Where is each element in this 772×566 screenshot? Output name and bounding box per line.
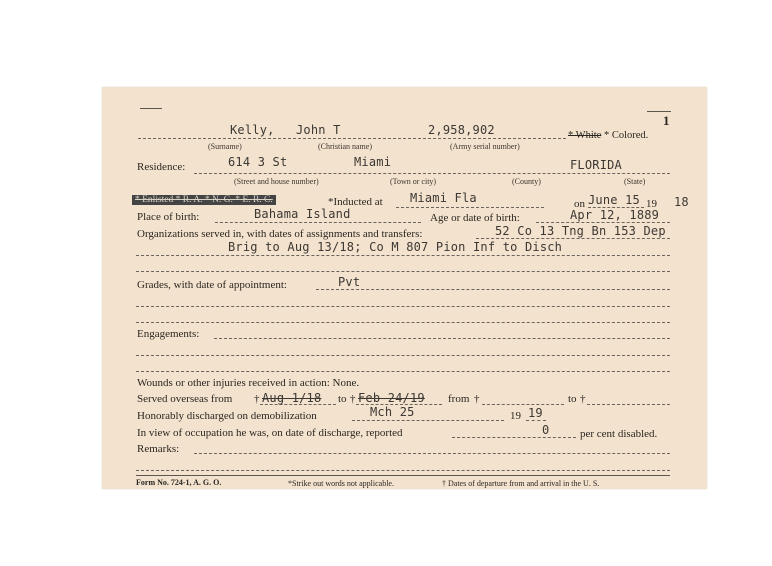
discharge-year-line xyxy=(526,420,546,421)
inducted-on-value: June 15 xyxy=(588,193,640,207)
label-state: (State) xyxy=(624,177,646,186)
christian-name-value: John T xyxy=(296,123,341,137)
form-number: Form No. 724-1, A. G. O. xyxy=(136,478,222,487)
grades-line-3 xyxy=(136,322,670,323)
birthplace-line xyxy=(215,222,421,223)
grades-value: Pvt xyxy=(338,275,361,289)
label-surname: (Surname) xyxy=(208,142,242,151)
label-on: on xyxy=(574,198,585,210)
footnote-strike: *Strike out words not applicable. xyxy=(288,479,394,488)
discharge-date-value: Mch 25 xyxy=(370,405,415,419)
label-from: from xyxy=(448,393,470,405)
state-value: FLORIDA xyxy=(570,158,622,172)
label-county: (County) xyxy=(512,177,541,186)
overseas-to-value: Feb 24/19 xyxy=(358,391,425,405)
engagements-line-1 xyxy=(214,338,670,339)
grades-line-1 xyxy=(316,289,670,290)
dagger-1: † xyxy=(254,393,260,405)
label-town: (Town or city) xyxy=(390,177,437,186)
footer-rule xyxy=(136,475,670,476)
race-options xyxy=(568,130,648,141)
birthplace-value: Bahama Island xyxy=(254,207,351,221)
wounds-statement: Wounds or other injuries received in action: None. xyxy=(137,377,360,389)
corner-mark-right xyxy=(647,111,671,112)
service-record-card xyxy=(102,87,707,489)
label-inducted: *Inducted at xyxy=(328,196,383,208)
label-served-overseas: Served overseas from xyxy=(137,393,233,405)
year-prefix: 19 xyxy=(646,198,657,210)
overseas-to2-line xyxy=(587,404,670,405)
inducted-at-value: Miami Fla xyxy=(410,191,477,205)
discharge-year-value: 19 xyxy=(528,406,543,420)
dagger-3: † xyxy=(474,393,480,405)
residence-line xyxy=(194,173,670,174)
label-engagements: Engagements: xyxy=(137,328,200,340)
engagements-line-2 xyxy=(136,355,670,356)
discharge-line xyxy=(352,420,504,421)
enlisted-options-struck: * Enlisted * R. A. * N. G. * E. R. C. xyxy=(132,195,276,205)
label-serial-number: (Army serial number) xyxy=(450,142,520,151)
label-age: Age or date of birth: xyxy=(430,212,520,224)
orgs-line-3 xyxy=(136,271,670,272)
label-remarks: Remarks: xyxy=(137,443,180,455)
overseas-from2-line xyxy=(482,404,564,405)
disability-value: 0 xyxy=(542,423,550,437)
overseas-from-value: Aug 1/18 xyxy=(262,391,322,405)
label-birthplace: Place of birth: xyxy=(137,211,200,223)
birth-date-value: Apr 12, 1889 xyxy=(570,208,660,222)
remarks-line-2 xyxy=(136,470,670,471)
dagger-2: † xyxy=(350,393,356,405)
inducted-year-value: 18 xyxy=(674,195,689,209)
corner-mark-left xyxy=(140,108,162,109)
race-white-struck: * White xyxy=(568,130,602,141)
footnote-dates: † Dates of departure from and arrival in the U. S. xyxy=(442,479,600,488)
label-occupation: In view of occupation he was, on date of discharge, reported xyxy=(137,427,403,439)
label-street: (Street and house number) xyxy=(234,177,319,186)
label-disabled: per cent disabled. xyxy=(580,428,658,440)
label-discharged: Honorably discharged on demobilization xyxy=(137,410,317,422)
label-to: to xyxy=(338,393,347,405)
orgs-value-1: 52 Co 13 Tng Bn 153 Dep xyxy=(495,224,666,238)
birth-date-line xyxy=(536,222,670,223)
card-number: 1 xyxy=(663,113,670,128)
label-grades: Grades, with date of appointment: xyxy=(137,279,287,291)
discharge-year-prefix: 19 xyxy=(510,410,521,422)
dagger-4: † xyxy=(580,393,586,405)
grades-line-2 xyxy=(136,306,670,307)
name-line xyxy=(138,138,566,139)
label-organizations: Organizations served in, with dates of assignments and transfers: xyxy=(137,228,423,240)
orgs-line-2 xyxy=(136,255,670,256)
disability-line xyxy=(452,437,576,438)
serial-number-value: 2,958,902 xyxy=(428,123,495,137)
engagements-line-3 xyxy=(136,371,670,372)
town-value: Miami xyxy=(354,155,392,169)
remarks-line-1 xyxy=(194,453,670,454)
label-christian-name: (Christian name) xyxy=(318,142,372,151)
orgs-value-2: Brig to Aug 13/18; Co M 807 Pion Inf to Disch xyxy=(228,240,563,254)
label-to-2: to xyxy=(568,393,577,405)
label-residence: Residence: xyxy=(137,161,186,173)
orgs-line-1 xyxy=(476,238,670,239)
inducted-line xyxy=(396,207,544,208)
street-value: 614 3 St xyxy=(228,155,288,169)
surname-value: Kelly, xyxy=(230,123,275,137)
race-colored: * Colored. xyxy=(603,130,649,141)
